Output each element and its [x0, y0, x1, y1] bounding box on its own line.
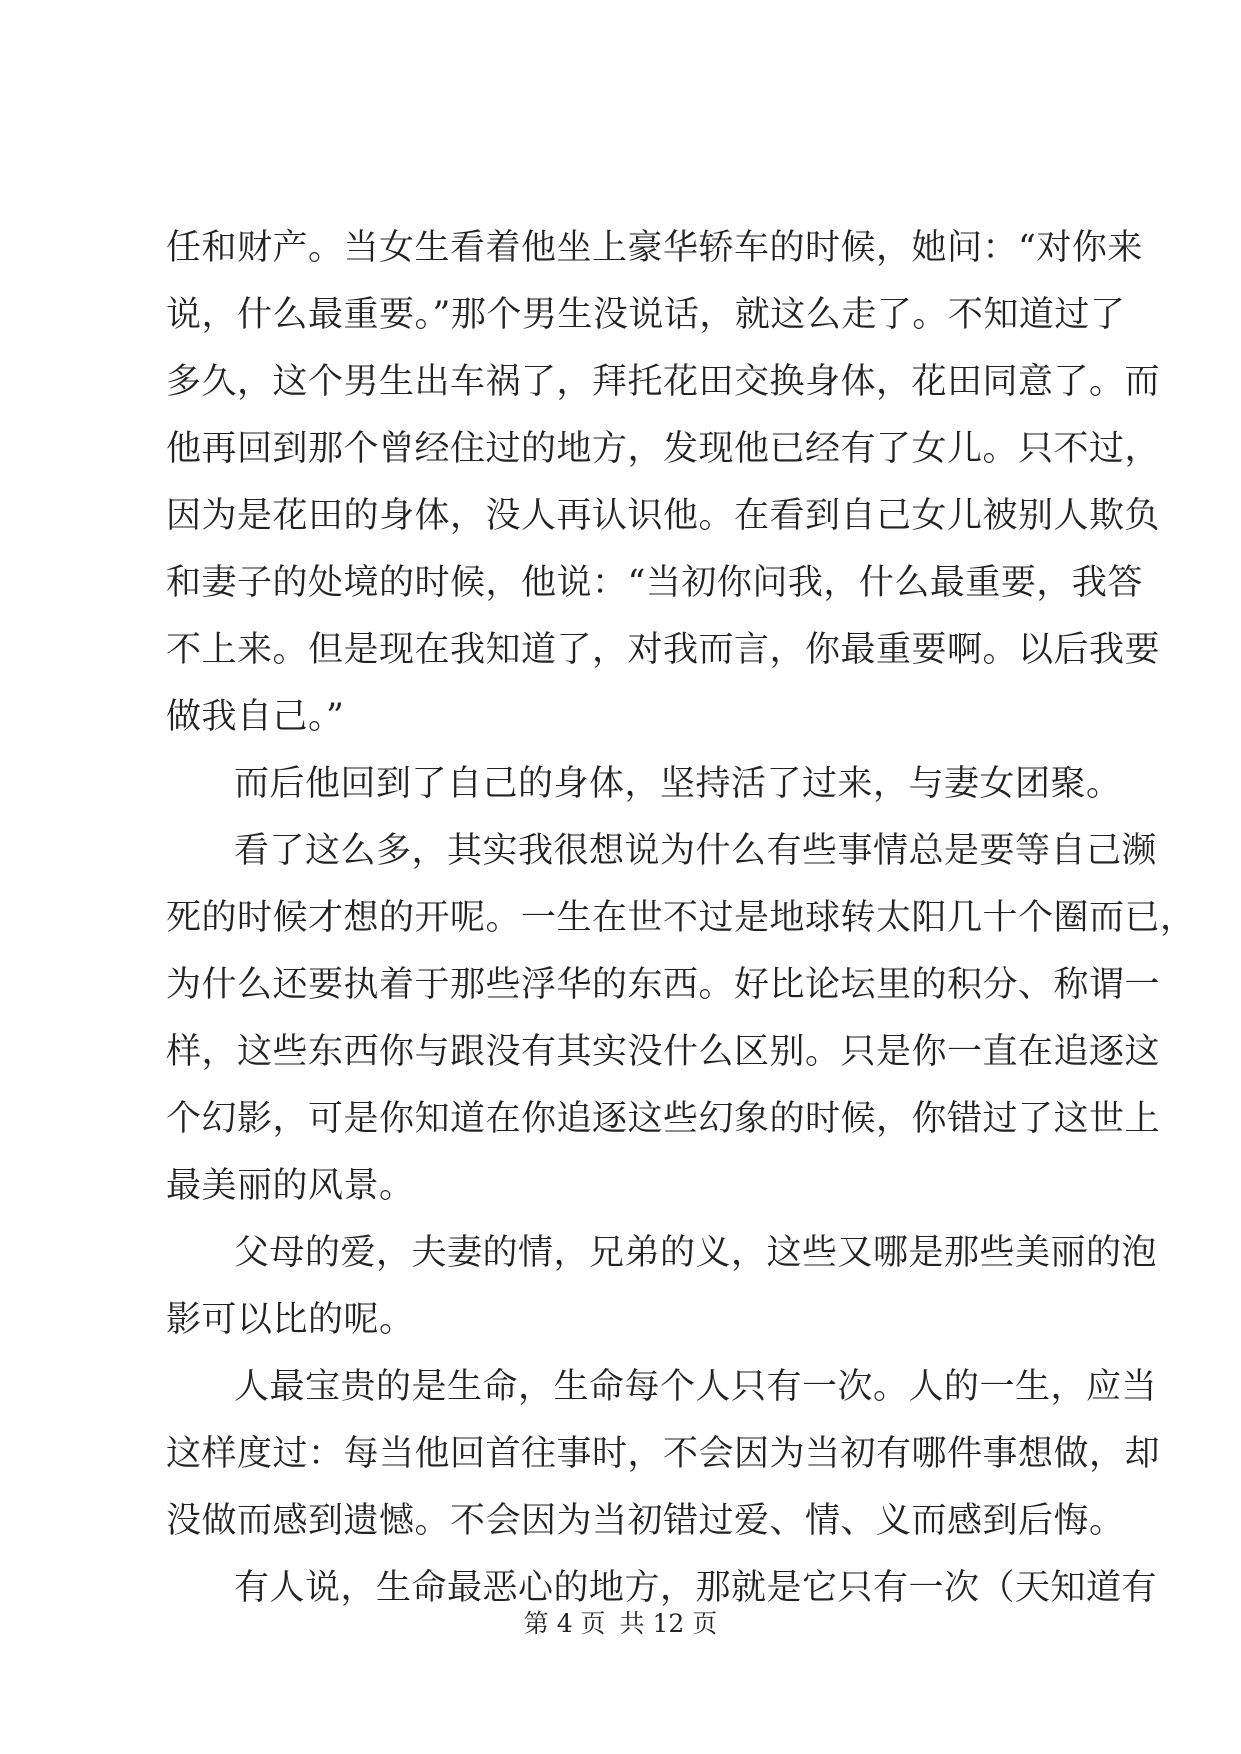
text-line: 不上来。但是现在我知道了，对我而言，你最重要啊。以后我要: [166, 630, 1161, 670]
paragraph-start-line: 有人说，生命最恶心的地方，那就是它只有一次（天知道有: [234, 1568, 1158, 1608]
paragraph-start-line: 看了这么多，其实我很想说为什么有些事情总是要等自己濒: [234, 831, 1158, 871]
text-line: 死的时候才想的开呢。一生在世不过是地球转太阳几十个圈而已，: [166, 898, 1196, 938]
document-body: [166, 228, 1196, 1635]
text-line: 为什么还要执着于那些浮华的东西。好比论坛里的积分、称谓一: [166, 965, 1161, 1005]
text-line: 样，这些东西你与跟没有其实没什么区别。只是你一直在追逐这: [166, 1032, 1161, 1072]
text-line: 这样度过：每当他回首往事时，不会因为当初有哪件事想做，却: [166, 1434, 1161, 1474]
text-line: 没做而感到遗憾。不会因为当初错过爱、情、义而感到后悔。: [166, 1501, 1125, 1541]
page-number: 第 4 页: [523, 1609, 606, 1638]
paragraph-start-line: 人最宝贵的是生命，生命每个人只有一次。人的一生，应当: [234, 1367, 1158, 1407]
text-line: 最美丽的风景。: [166, 1166, 415, 1206]
page-footer: [0, 1604, 1241, 1640]
page-total: 共 12 页: [619, 1609, 718, 1638]
text-line: 做我自己。”: [166, 697, 345, 737]
paragraph-start-line: 而后他回到了自己的身体，坚持活了过来，与妻女团聚。: [234, 764, 1122, 804]
text-line: 影可以比的呢。: [166, 1300, 415, 1340]
text-line: 因为是花田的身体，没人再认识他。在看到自己女儿被别人欺负: [166, 496, 1161, 536]
text-line: 说，什么最重要。”那个男生没说话，就这么走了。不知道过了: [166, 295, 1126, 335]
text-line: 和妻子的处境的时候，他说：“当初你问我，什么最重要，我答: [166, 563, 1143, 603]
text-line: 任和财产。当女生看着他坐上豪华轿车的时候，她问：“对你来: [166, 228, 1143, 268]
text-line: 他再回到那个曾经住过的地方，发现他已经有了女儿。只不过，: [166, 429, 1161, 469]
text-line: 多久，这个男生出车祸了，拜托花田交换身体，花田同意了。而: [166, 362, 1161, 402]
text-line: 个幻影，可是你知道在你追逐这些幻象的时候，你错过了这世上: [166, 1099, 1161, 1139]
paragraph-start-line: 父母的爱，夫妻的情，兄弟的义，这些又哪是那些美丽的泡: [234, 1233, 1158, 1273]
